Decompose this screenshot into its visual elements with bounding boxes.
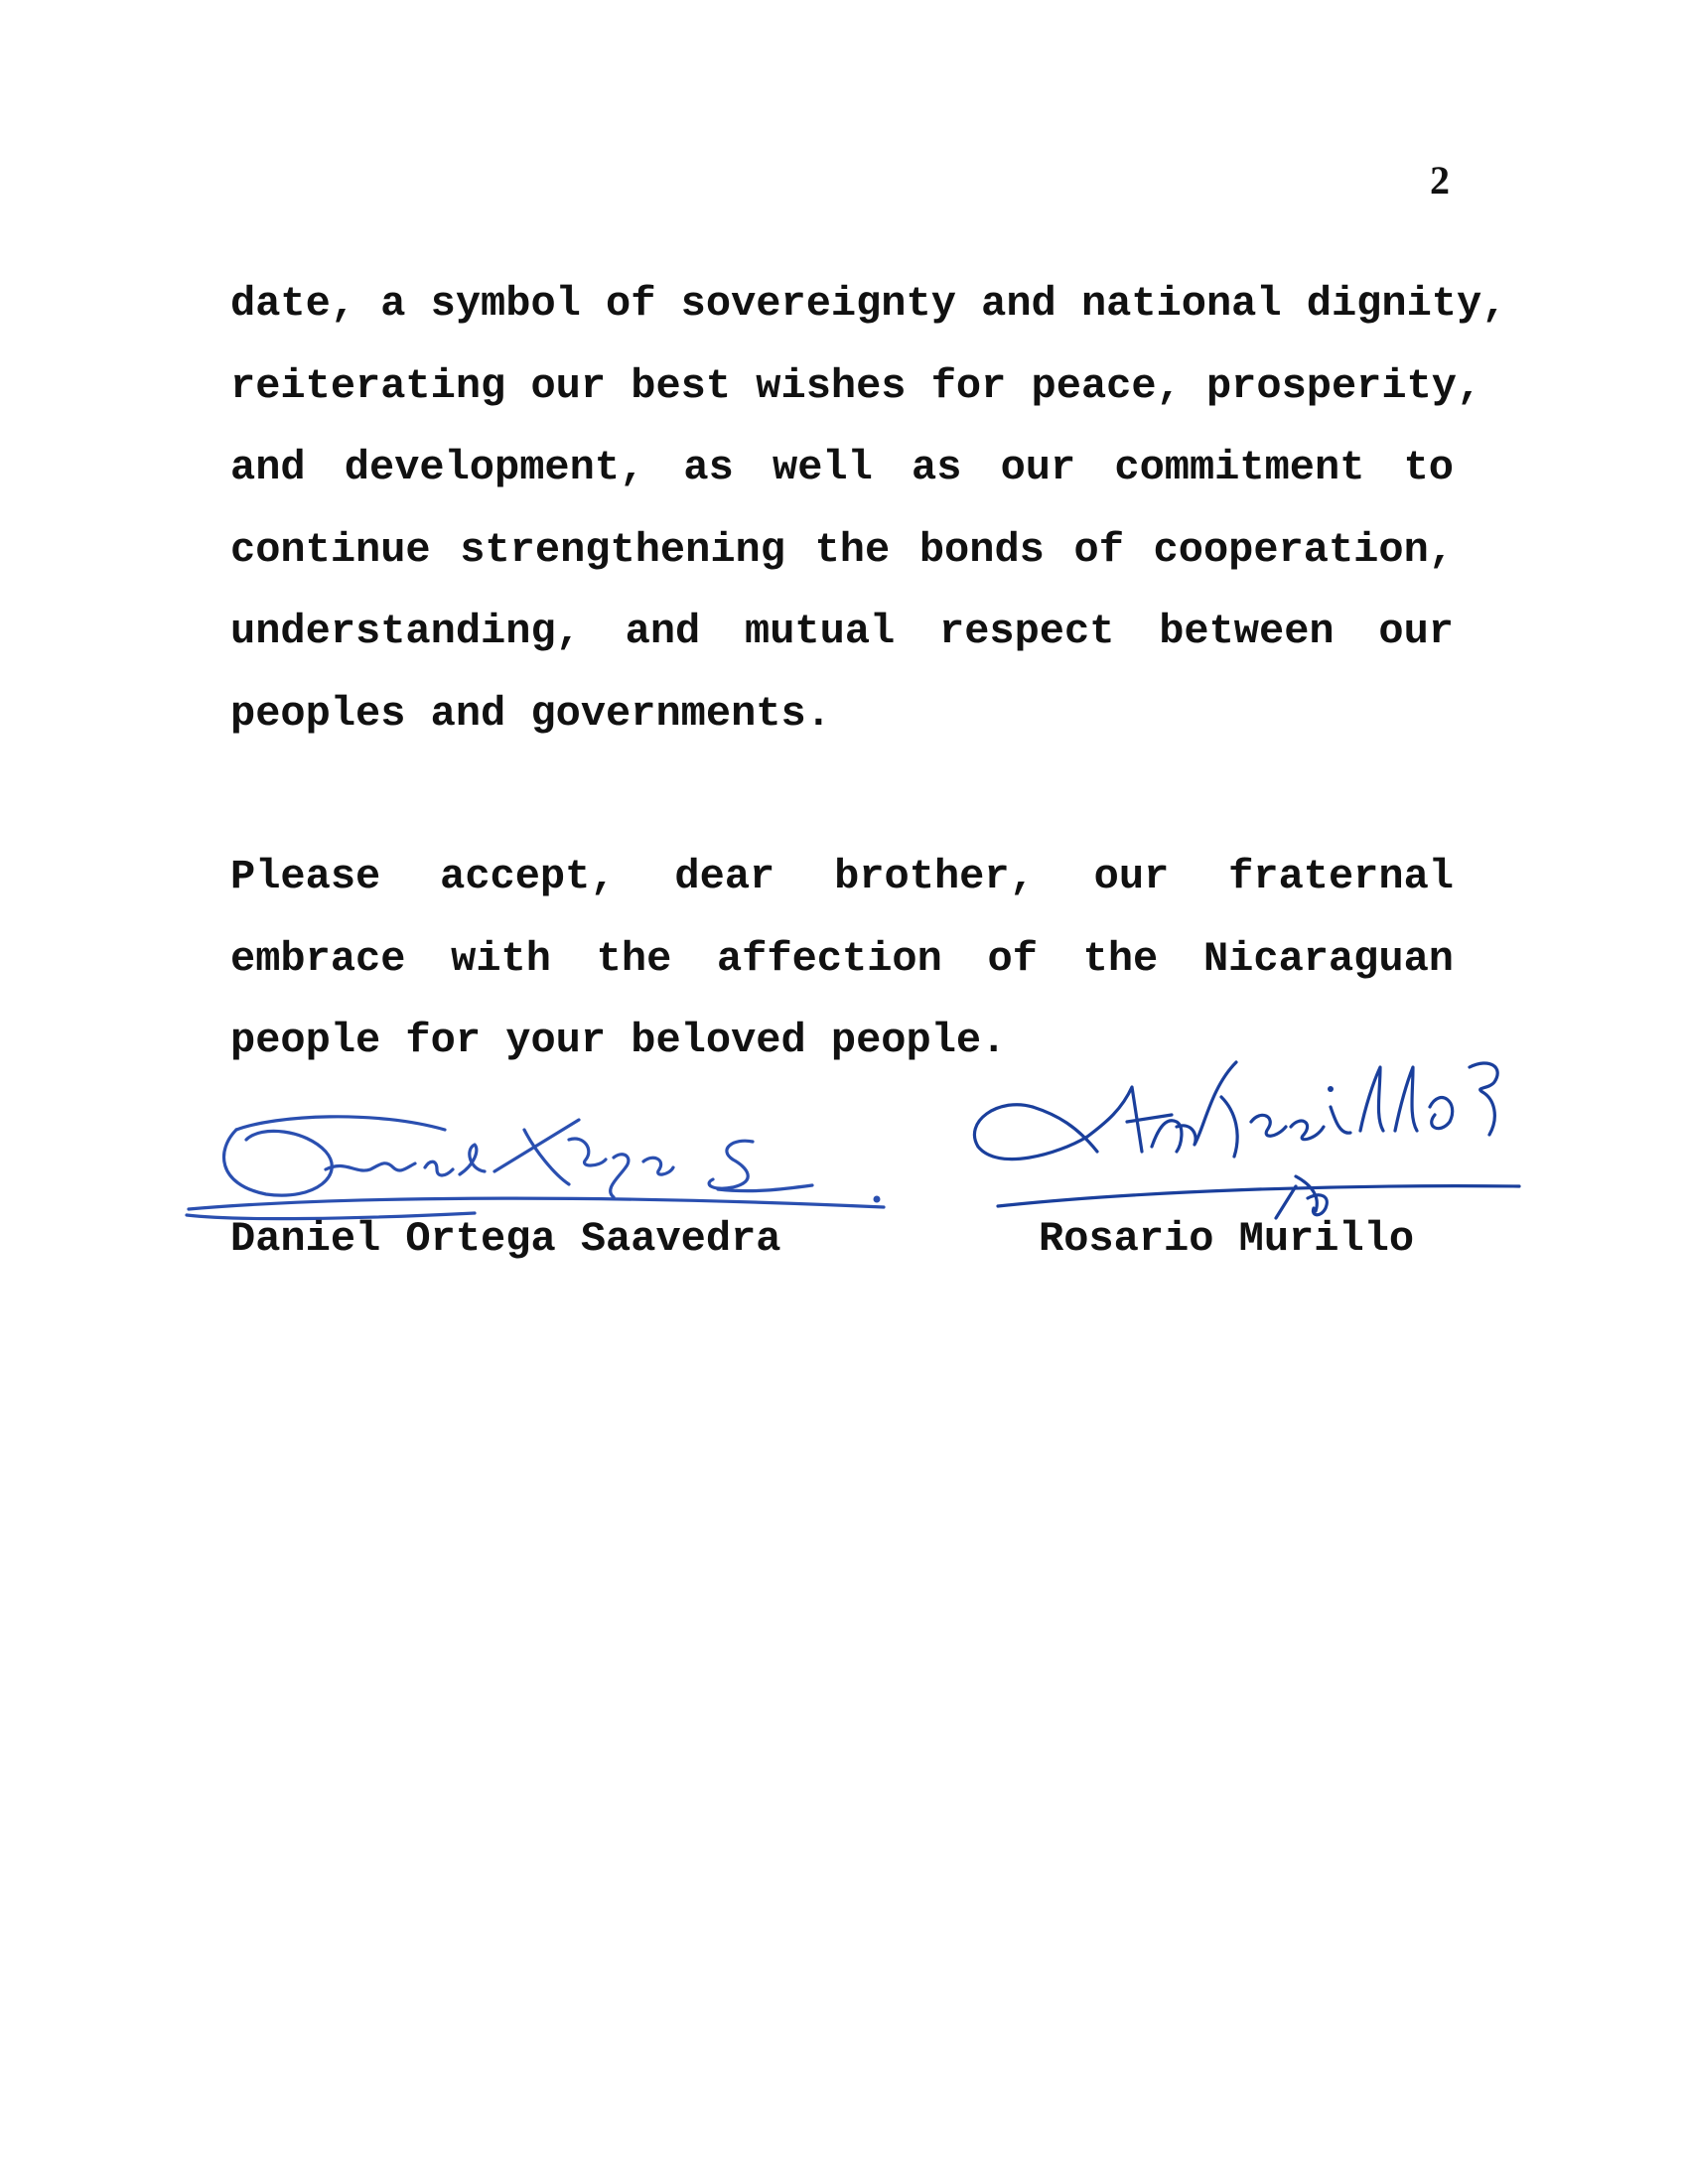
text-line: peoples and governments. bbox=[230, 689, 831, 738]
text-line: reiterating our best wishes for peace, prosperity, bbox=[230, 361, 1482, 410]
text-line: Please accept, dear brother, our fraternal bbox=[230, 853, 1454, 900]
signer-name-murillo: Rosario Murillo bbox=[1039, 1215, 1415, 1263]
text-line: date, a symbol of sovereignty and national dignity, bbox=[230, 280, 1507, 328]
signature-murillo bbox=[938, 1027, 1534, 1236]
text-line: continue strengthening the bonds of cooperation, bbox=[230, 525, 1454, 574]
text-line: people for your beloved people. bbox=[230, 1017, 1007, 1064]
text-line: embrace with the affection of the Nicaraguan bbox=[230, 934, 1454, 983]
paragraph-closing-wishes bbox=[230, 263, 1507, 754]
text-line: and development, as well as our commitment to bbox=[230, 444, 1454, 491]
signature-ortega bbox=[177, 1090, 892, 1229]
text-line: understanding, and mutual respect between our bbox=[230, 608, 1454, 655]
signer-name-ortega: Daniel Ortega Saavedra bbox=[230, 1215, 781, 1263]
page-number: 2 bbox=[1430, 158, 1450, 203]
